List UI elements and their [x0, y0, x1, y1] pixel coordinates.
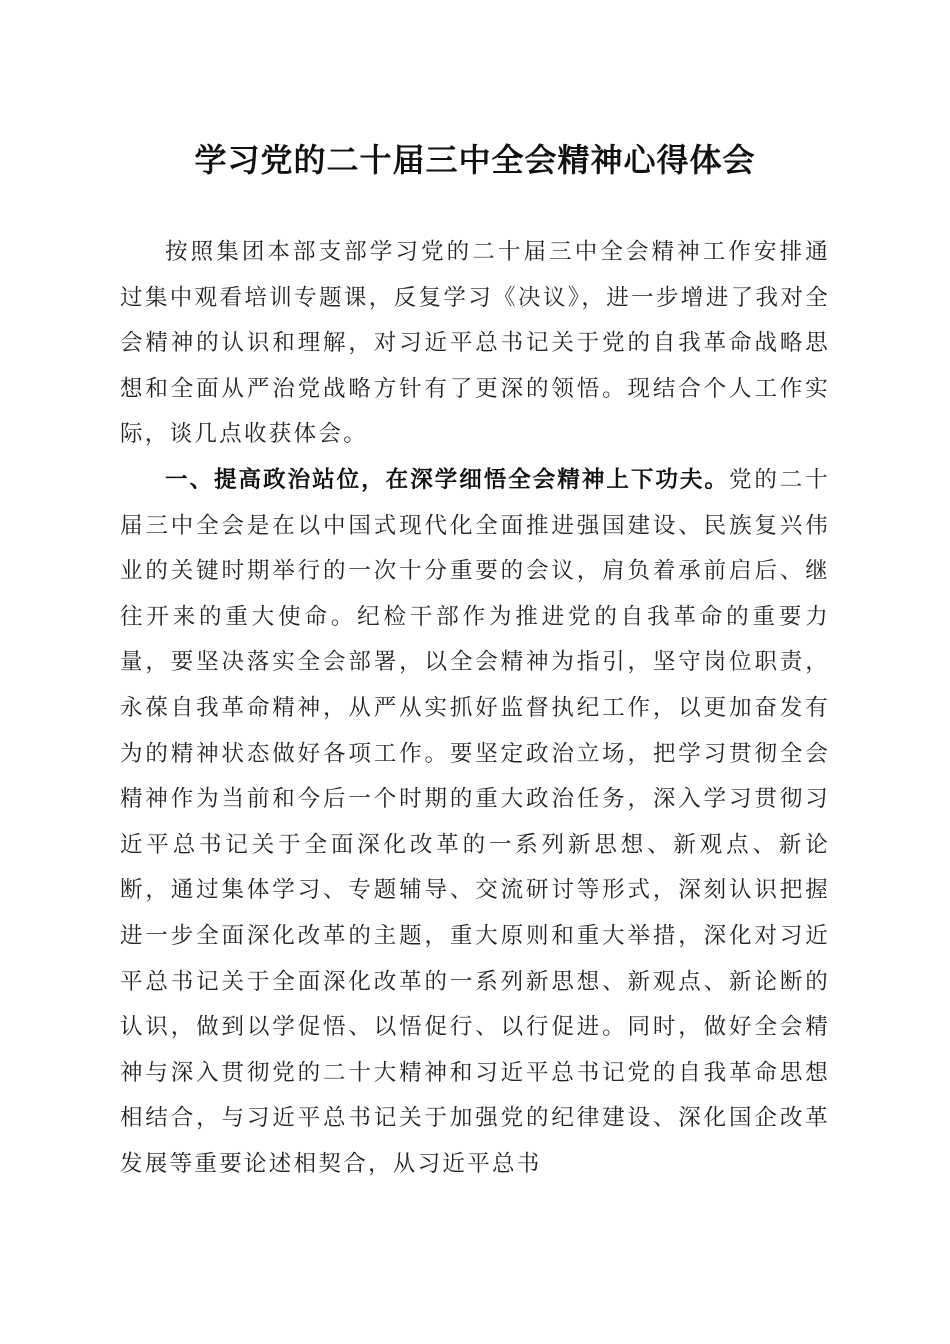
intro-paragraph — [120, 230, 830, 458]
paragraph-text: 党的二十届三中全会是在以中国式现代化全面推进强国建设、民族复兴伟业的关键时期举行的一次十分重要的会议，肩负着承前启后、继往开来的重大使命。纪检干部作为推进党的自我革命的重要力量，要坚决落实全会部署，以全会精神为指引，坚守岗位职责，永葆自我革命精神，从严从实抓好监督执纪工作，以更加奋发有为的精神状态做好各项工作。要坚定政治立场，把学习贯彻全会精神作为当前和今后一个时期的重大政治任务，深入学习贯彻习近平总书记关于全面深化改革的一系列新思想、新观点、新论断，通过集体学习、专题辅导、交流研讨等形式，深刻认识把握进一步全面深化改革的主题，重大原则和重大举措，深化对习近平总书记关于全面深化改革的一系列新思想、新观点、新论断的认识，做到以学促悟、以悟促行、以行促进。同时，做好全会精神与深入贯彻党的二十大精神和习近平总书记党的自我革命思想相结合，与习近平总书记关于加强党的纪律建设、深化国企改革发展等重要论述相契合，从习近平总书 — [120, 466, 831, 1177]
paragraph-text: 按照集团本部支部学习党的二十届三中全会精神工作安排通过集中观看培训专题课，反复学习《决议》，进一步增进了我对全会精神的认识和理解，对习近平总书记关于党的自我革命战略思想和全面从严治党战略方针有了更深的领悟。现结合个人工作实际，谈几点收获体会。 — [120, 239, 830, 448]
document-title: 学习党的二十届三中全会精神心得体会 — [194, 141, 756, 179]
section-heading: 一、提高政治站位，在深学细悟全会精神上下功夫。 — [165, 466, 729, 493]
section-one-paragraph — [120, 458, 830, 1188]
document-body — [120, 230, 830, 1187]
